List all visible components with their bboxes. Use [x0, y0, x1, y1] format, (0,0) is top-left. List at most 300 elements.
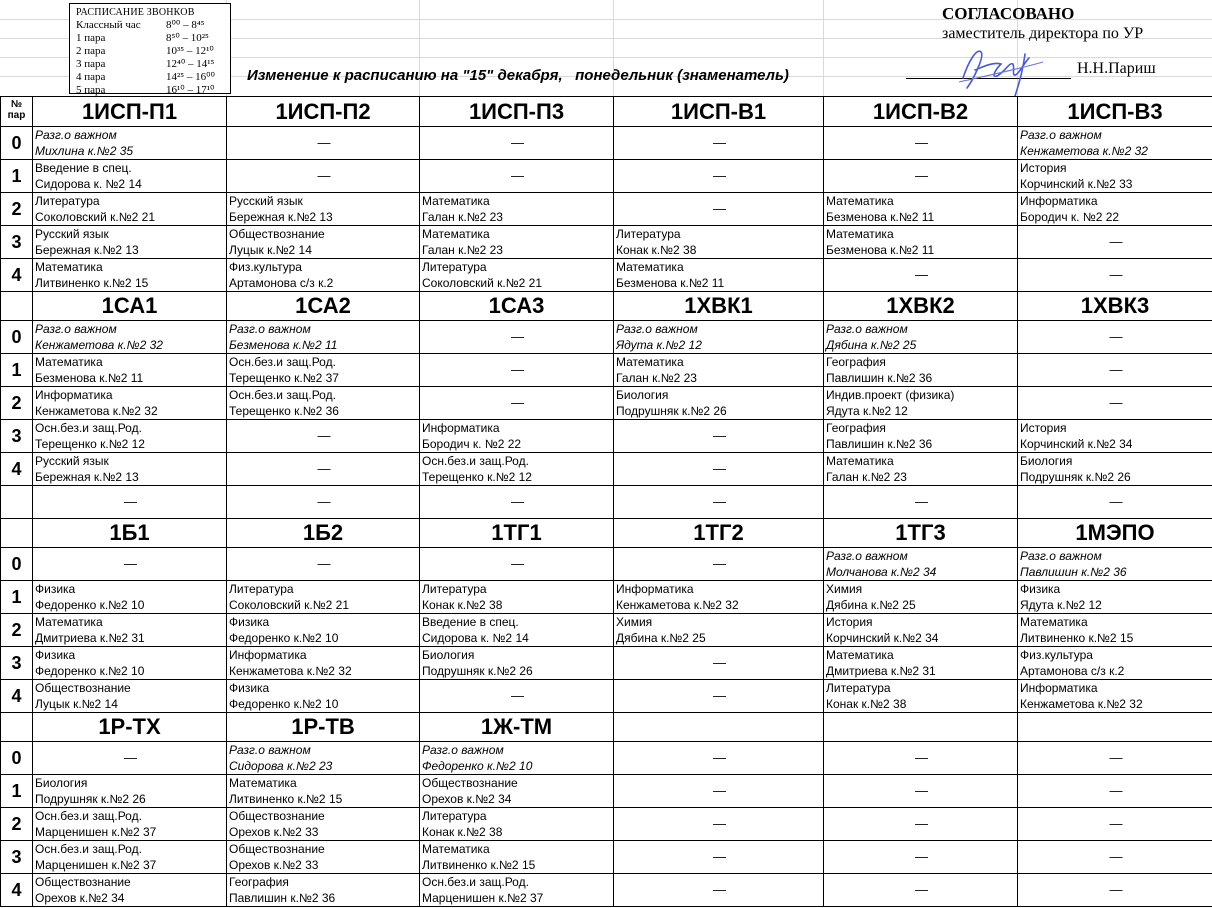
- lesson-cell: [614, 808, 824, 841]
- lesson-cell: [420, 321, 614, 354]
- pair-number: 1: [1, 581, 33, 614]
- lesson-cell: [824, 354, 1018, 387]
- approval-role: заместитель директора по УР: [942, 25, 1144, 42]
- gridline: [823, 0, 824, 96]
- lesson-cell: [824, 548, 1018, 581]
- no-lesson-dash: —: [915, 267, 928, 282]
- lesson-cell: [33, 775, 227, 808]
- lesson-subject: Обществознание: [35, 681, 131, 695]
- lesson-teacher-room: Бородич к. №2 22: [1020, 210, 1120, 224]
- lesson-subject: Разг.о важном: [616, 322, 698, 336]
- lesson-cell: [614, 387, 824, 420]
- group-name: 1СА2: [227, 292, 420, 321]
- lesson-row: [1, 226, 1212, 259]
- lesson-subject: Математика: [826, 227, 894, 241]
- lesson-cell: [1018, 548, 1212, 581]
- pair-number: 0: [1, 548, 33, 581]
- lesson-teacher-room: Бережная к.№2 13: [35, 243, 139, 257]
- lesson-subject: Биология: [422, 648, 475, 662]
- lesson-row: [1, 647, 1212, 680]
- lesson-subject: Математика: [35, 260, 103, 274]
- lesson-cell: [420, 127, 614, 160]
- lesson-teacher-room: Конак к.№2 38: [616, 243, 697, 257]
- lesson-teacher-room: Литвиненко к.№2 15: [422, 858, 536, 872]
- group-header-row: [1, 519, 1212, 548]
- lesson-row: [1, 321, 1212, 354]
- lesson-teacher-room: Подрушняк к.№2 26: [35, 792, 146, 806]
- group-name: 1ИСП-П3: [420, 97, 614, 127]
- lesson-subject: Биология: [1020, 454, 1073, 468]
- no-lesson-dash: —: [915, 783, 928, 798]
- pair-number: 1: [1, 354, 33, 387]
- lesson-cell: [420, 742, 614, 775]
- lesson-cell: [1018, 321, 1212, 354]
- lesson-cell: [420, 453, 614, 486]
- lesson-cell: [1018, 874, 1212, 907]
- bell-period-name: 5 пара: [76, 84, 106, 96]
- lesson-cell: [33, 420, 227, 453]
- lesson-cell: [33, 808, 227, 841]
- group-header-row: [1, 97, 1212, 127]
- no-lesson-dash: —: [915, 882, 928, 897]
- group-name: 1СА3: [420, 292, 614, 321]
- lesson-subject: Литература: [229, 582, 294, 596]
- lesson-teacher-room: Подрушняк к.№2 26: [616, 404, 727, 418]
- lesson-cell: [227, 874, 420, 907]
- lesson-subject: Введение в спец.: [422, 615, 519, 629]
- lesson-cell: [227, 453, 420, 486]
- lesson-cell: [1018, 193, 1212, 226]
- lesson-cell: [33, 321, 227, 354]
- lesson-teacher-room: Федоренко к.№2 10: [35, 664, 145, 678]
- pair-number: 4: [1, 453, 33, 486]
- lesson-teacher-room: Ядута к.№2 12: [1020, 598, 1102, 612]
- lesson-cell: [1018, 742, 1212, 775]
- bell-period-time: 16¹⁰ – 17¹⁰: [166, 84, 215, 96]
- bell-period-time: 12⁴⁰ – 14¹⁵: [166, 58, 215, 70]
- lesson-cell: [1018, 808, 1212, 841]
- lesson-subject: Математика: [616, 355, 684, 369]
- pair-number: 0: [1, 127, 33, 160]
- lesson-teacher-room: Корчинский к.№2 33: [1020, 177, 1133, 191]
- group-name: 1ХВК2: [824, 292, 1018, 321]
- pair-number: 3: [1, 226, 33, 259]
- lesson-subject: Разг.о важном: [229, 322, 311, 336]
- no-lesson-dash: —: [1109, 329, 1123, 344]
- lesson-teacher-room: Орехов к.№2 34: [35, 891, 125, 905]
- no-lesson-dash: —: [713, 882, 726, 897]
- bell-row: [76, 58, 230, 71]
- group-name: [824, 713, 1018, 742]
- lesson-subject: Математика: [422, 227, 490, 241]
- lesson-cell: [420, 614, 614, 647]
- no-lesson-dash: —: [713, 428, 726, 443]
- lesson-cell: [33, 581, 227, 614]
- lesson-row: [1, 453, 1212, 486]
- lesson-cell: [614, 742, 824, 775]
- lesson-cell: [1018, 354, 1212, 387]
- no-lesson-dash: —: [1109, 849, 1123, 864]
- lesson-cell: [227, 321, 420, 354]
- lesson-subject: Математика: [826, 194, 894, 208]
- lesson-teacher-room: Кенжаметова к.№2 32: [229, 664, 352, 678]
- lesson-cell: [824, 581, 1018, 614]
- lesson-cell: [420, 420, 614, 453]
- lesson-cell: [1018, 614, 1212, 647]
- lesson-cell: [227, 193, 420, 226]
- lesson-cell: [33, 453, 227, 486]
- lesson-cell: [33, 259, 227, 292]
- lesson-teacher-room: Марценишен к.№2 37: [35, 825, 157, 839]
- lesson-cell: [420, 486, 614, 519]
- lesson-teacher-room: Федоренко к.№2 10: [229, 631, 339, 645]
- lesson-cell: [824, 647, 1018, 680]
- lesson-cell: [614, 874, 824, 907]
- group-name: 1ТГ2: [614, 519, 824, 548]
- group-name: [614, 713, 824, 742]
- lesson-subject: Обществознание: [229, 809, 325, 823]
- pair-number: 3: [1, 647, 33, 680]
- no-lesson-dash: —: [317, 461, 331, 476]
- lesson-cell: [33, 680, 227, 713]
- lesson-subject: Информатика: [229, 648, 307, 662]
- lesson-teacher-room: Корчинский к.№2 34: [1020, 437, 1133, 451]
- group-name: 1ТГ1: [420, 519, 614, 548]
- lesson-subject: Разг.о важном: [826, 549, 908, 563]
- lesson-row: [1, 841, 1212, 874]
- no-lesson-dash: —: [713, 461, 726, 476]
- bell-period-name: Классный час: [76, 19, 141, 31]
- lesson-cell: [824, 841, 1018, 874]
- lesson-subject: Математика: [422, 194, 490, 208]
- lesson-cell: [227, 127, 420, 160]
- lesson-cell: [824, 614, 1018, 647]
- lesson-subject: Математика: [1020, 615, 1088, 629]
- lesson-subject: Осн.без.и защ.Род.: [422, 875, 529, 889]
- group-name: 1Р-ТВ: [227, 713, 420, 742]
- bell-row: [76, 19, 230, 32]
- no-lesson-dash: —: [511, 556, 524, 571]
- no-lesson-dash: —: [511, 395, 524, 410]
- lesson-teacher-room: Марценишен к.№2 37: [422, 891, 544, 905]
- lesson-teacher-room: Корчинский к.№2 34: [826, 631, 939, 645]
- no-lesson-dash: —: [713, 688, 726, 703]
- lesson-cell: [227, 614, 420, 647]
- no-lesson-dash: —: [713, 494, 726, 509]
- lesson-subject: Физика: [229, 615, 270, 629]
- lesson-subject: География: [229, 875, 289, 889]
- lesson-cell: [420, 581, 614, 614]
- lesson-subject: Химия: [826, 582, 863, 596]
- bell-period-name: 4 пара: [76, 71, 106, 83]
- no-lesson-dash: —: [511, 135, 524, 150]
- lesson-subject: История: [1020, 161, 1067, 175]
- lesson-subject: Осн.без.и защ.Род.: [35, 421, 142, 435]
- lesson-teacher-room: Литвиненко к.№2 15: [35, 276, 149, 290]
- lesson-cell: [1018, 160, 1212, 193]
- no-lesson-dash: —: [915, 135, 928, 150]
- no-lesson-dash: —: [915, 750, 928, 765]
- lesson-subject: История: [1020, 421, 1067, 435]
- lesson-row: [1, 420, 1212, 453]
- lesson-row: [1, 808, 1212, 841]
- pair-number: 2: [1, 808, 33, 841]
- group-name: 1Ж-ТМ: [420, 713, 614, 742]
- lesson-cell: [420, 259, 614, 292]
- lesson-subject: Осн.без.и защ.Род.: [229, 355, 336, 369]
- lesson-cell: [824, 127, 1018, 160]
- lesson-subject: Физика: [35, 648, 76, 662]
- lesson-cell: [33, 193, 227, 226]
- lesson-cell: [227, 259, 420, 292]
- lesson-subject: Математика: [616, 260, 684, 274]
- lesson-subject: Обществознание: [422, 776, 518, 790]
- lesson-cell: [614, 647, 824, 680]
- bell-period-time: 8⁰⁰ – 8⁴⁵: [166, 19, 205, 31]
- lesson-row: [1, 127, 1212, 160]
- lesson-teacher-room: Дябина к.№2 25: [826, 338, 917, 352]
- lesson-cell: [824, 874, 1018, 907]
- pair-number: 4: [1, 259, 33, 292]
- lesson-subject: Разг.о важном: [35, 128, 117, 142]
- bell-period-name: 1 пара: [76, 32, 106, 44]
- lesson-teacher-room: Артамонова с/з к.2: [229, 276, 334, 290]
- signature-image: [955, 40, 1045, 100]
- lesson-row: [1, 387, 1212, 420]
- lesson-cell: [614, 841, 824, 874]
- lesson-cell: [614, 226, 824, 259]
- lesson-cell: [1018, 775, 1212, 808]
- lesson-cell: [614, 160, 824, 193]
- no-lesson-dash: —: [713, 168, 726, 183]
- lesson-subject: История: [826, 615, 873, 629]
- lesson-cell: [33, 387, 227, 420]
- no-lesson-dash: —: [1109, 494, 1123, 509]
- lesson-cell: [614, 548, 824, 581]
- lesson-teacher-room: Орехов к.№2 33: [229, 825, 319, 839]
- lesson-teacher-room: Федоренко к.№2 10: [35, 598, 145, 612]
- group-name: 1ИСП-В1: [614, 97, 824, 127]
- lesson-cell: [420, 387, 614, 420]
- approval-heading: СОГЛАСОВАНО: [942, 4, 1075, 23]
- lesson-cell: [420, 808, 614, 841]
- lesson-cell: [824, 420, 1018, 453]
- lesson-cell: [227, 548, 420, 581]
- lesson-teacher-room: Артамонова с/з к.2: [1020, 664, 1125, 678]
- lesson-cell: [1018, 680, 1212, 713]
- lesson-subject: Биология: [35, 776, 88, 790]
- lesson-subject: Биология: [616, 388, 669, 402]
- lesson-cell: [33, 160, 227, 193]
- lesson-teacher-room: Сидорова к. №2 14: [35, 177, 142, 191]
- lesson-teacher-room: Литвиненко к.№2 15: [1020, 631, 1134, 645]
- lesson-teacher-room: Галан к.№2 23: [826, 470, 907, 484]
- lesson-cell: [614, 127, 824, 160]
- no-lesson-dash: —: [713, 750, 726, 765]
- no-lesson-dash: —: [1109, 750, 1123, 765]
- no-lesson-dash: —: [713, 201, 726, 216]
- no-lesson-dash: —: [511, 362, 524, 377]
- group-header-row: [1, 292, 1212, 321]
- lesson-cell: [227, 841, 420, 874]
- lesson-subject: Литература: [616, 227, 681, 241]
- pair-number: 4: [1, 680, 33, 713]
- lesson-subject: Литература: [826, 681, 891, 695]
- lesson-cell: [1018, 453, 1212, 486]
- lesson-cell: [33, 354, 227, 387]
- pair-number-header: [1, 713, 33, 742]
- no-lesson-dash: —: [317, 428, 331, 443]
- pair-number: 2: [1, 614, 33, 647]
- lesson-subject: Разг.о важном: [229, 743, 311, 757]
- lesson-teacher-room: Михлина к.№2 35: [35, 144, 134, 158]
- approver-name: Н.Н.Париш: [1077, 60, 1156, 77]
- pair-number: [1, 486, 33, 519]
- lesson-teacher-room: Кенжаметова к.№2 32: [1020, 697, 1143, 711]
- lesson-subject: География: [826, 355, 886, 369]
- lesson-subject: Русский язык: [35, 227, 109, 241]
- lesson-cell: [420, 226, 614, 259]
- lesson-row: [1, 581, 1212, 614]
- no-lesson-dash: —: [713, 849, 726, 864]
- no-lesson-dash: —: [511, 329, 524, 344]
- lesson-teacher-room: Кенжаметова к.№2 32: [35, 338, 163, 352]
- no-lesson-dash: —: [713, 816, 726, 831]
- lesson-teacher-room: Конак к.№2 38: [422, 825, 503, 839]
- group-name: 1МЭПО: [1018, 519, 1212, 548]
- lesson-cell: [33, 614, 227, 647]
- no-lesson-dash: —: [511, 168, 524, 183]
- lesson-subject: Осн.без.и защ.Род.: [422, 454, 529, 468]
- lesson-cell: [614, 321, 824, 354]
- lesson-row: [1, 486, 1212, 519]
- lesson-cell: [33, 742, 227, 775]
- lesson-teacher-room: Литвиненко к.№2 15: [229, 792, 343, 806]
- lesson-teacher-room: Терещенко к.№2 12: [422, 470, 532, 484]
- group-name: 1Р-ТХ: [33, 713, 227, 742]
- lesson-subject: Разг.о важном: [422, 743, 504, 757]
- lesson-teacher-room: Соколовский к.№2 21: [422, 276, 542, 290]
- lesson-teacher-room: Марценишен к.№2 37: [35, 858, 157, 872]
- pair-number: 4: [1, 874, 33, 907]
- group-header-row: [1, 713, 1212, 742]
- lesson-teacher-room: Павлишин к.№2 36: [229, 891, 336, 905]
- lesson-teacher-room: Безменова к.№2 11: [826, 210, 935, 224]
- lesson-cell: [33, 226, 227, 259]
- lesson-teacher-room: Ядута к.№2 12: [826, 404, 908, 418]
- lesson-cell: [824, 259, 1018, 292]
- pair-number-header: [1, 519, 33, 548]
- lesson-cell: [227, 680, 420, 713]
- pair-number: 0: [1, 742, 33, 775]
- lesson-cell: [614, 775, 824, 808]
- lesson-cell: [614, 453, 824, 486]
- lesson-teacher-room: Кенжаметова к.№2 32: [1020, 144, 1148, 158]
- lesson-cell: [1018, 420, 1212, 453]
- bell-period-name: 3 пара: [76, 58, 106, 70]
- lesson-subject: Разг.о важном: [826, 322, 908, 336]
- lesson-cell: [227, 160, 420, 193]
- lesson-teacher-room: Дмитриева к.№2 31: [826, 664, 936, 678]
- lesson-cell: [614, 680, 824, 713]
- lesson-cell: [1018, 387, 1212, 420]
- bell-row: [76, 32, 230, 45]
- lesson-cell: [824, 193, 1018, 226]
- lesson-cell: [420, 354, 614, 387]
- lesson-cell: [824, 226, 1018, 259]
- lesson-teacher-room: Федоренко к.№2 10: [229, 697, 339, 711]
- lesson-teacher-room: Луцык к.№2 14: [229, 243, 312, 257]
- lesson-subject: Осн.без.и защ.Род.: [229, 388, 336, 402]
- lesson-row: [1, 775, 1212, 808]
- schedule-table: [0, 96, 1212, 907]
- lesson-cell: [227, 486, 420, 519]
- lesson-row: [1, 354, 1212, 387]
- no-lesson-dash: —: [915, 849, 928, 864]
- pair-number: 3: [1, 420, 33, 453]
- lesson-row: [1, 259, 1212, 292]
- group-name: 1СА1: [33, 292, 227, 321]
- no-lesson-dash: —: [1109, 362, 1123, 377]
- lesson-cell: [824, 453, 1018, 486]
- no-lesson-dash: —: [511, 688, 524, 703]
- lesson-subject: Литература: [422, 260, 487, 274]
- lesson-subject: Введение в спец.: [35, 161, 132, 175]
- bell-schedule-box: [69, 3, 231, 94]
- lesson-subject: Химия: [616, 615, 653, 629]
- lesson-subject: Математика: [826, 648, 894, 662]
- lesson-teacher-room: Молчанова к.№2 34: [826, 565, 937, 579]
- group-name: 1ИСП-В3: [1018, 97, 1212, 127]
- pair-number-header: [1, 292, 33, 321]
- bell-period-time: 14²⁵ – 16⁰⁰: [166, 71, 215, 83]
- no-lesson-dash: —: [1109, 816, 1123, 831]
- lesson-teacher-room: Терещенко к.№2 36: [229, 404, 339, 418]
- lesson-cell: [614, 486, 824, 519]
- page-title: Изменение к расписанию на "15" декабря, понедельник (знаменатель): [247, 67, 789, 84]
- lesson-subject: География: [826, 421, 886, 435]
- lesson-subject: Разг.о важном: [35, 322, 117, 336]
- lesson-teacher-room: Орехов к.№2 34: [422, 792, 512, 806]
- lesson-row: [1, 614, 1212, 647]
- lesson-teacher-room: Бережная к.№2 13: [35, 470, 139, 484]
- no-lesson-dash: —: [317, 135, 331, 150]
- lesson-cell: [1018, 127, 1212, 160]
- lesson-subject: Обществознание: [229, 227, 325, 241]
- pair-number: 2: [1, 193, 33, 226]
- lesson-cell: [824, 321, 1018, 354]
- lesson-cell: [614, 193, 824, 226]
- lesson-cell: [227, 387, 420, 420]
- lesson-cell: [614, 420, 824, 453]
- pair-number: 3: [1, 841, 33, 874]
- lesson-cell: [227, 647, 420, 680]
- lesson-teacher-room: Терещенко к.№2 37: [229, 371, 339, 385]
- group-name: 1ТГ3: [824, 519, 1018, 548]
- lesson-subject: Математика: [422, 842, 490, 856]
- lesson-subject: Разг.о важном: [1020, 128, 1102, 142]
- lesson-cell: [420, 874, 614, 907]
- lesson-cell: [420, 647, 614, 680]
- lesson-subject: Математика: [826, 454, 894, 468]
- lesson-teacher-room: Галан к.№2 23: [616, 371, 697, 385]
- no-lesson-dash: —: [124, 750, 137, 765]
- lesson-cell: [824, 742, 1018, 775]
- no-lesson-dash: —: [1109, 783, 1123, 798]
- lesson-cell: [824, 387, 1018, 420]
- lesson-teacher-room: Сидорова к.№2 23: [229, 759, 333, 773]
- lesson-cell: [420, 775, 614, 808]
